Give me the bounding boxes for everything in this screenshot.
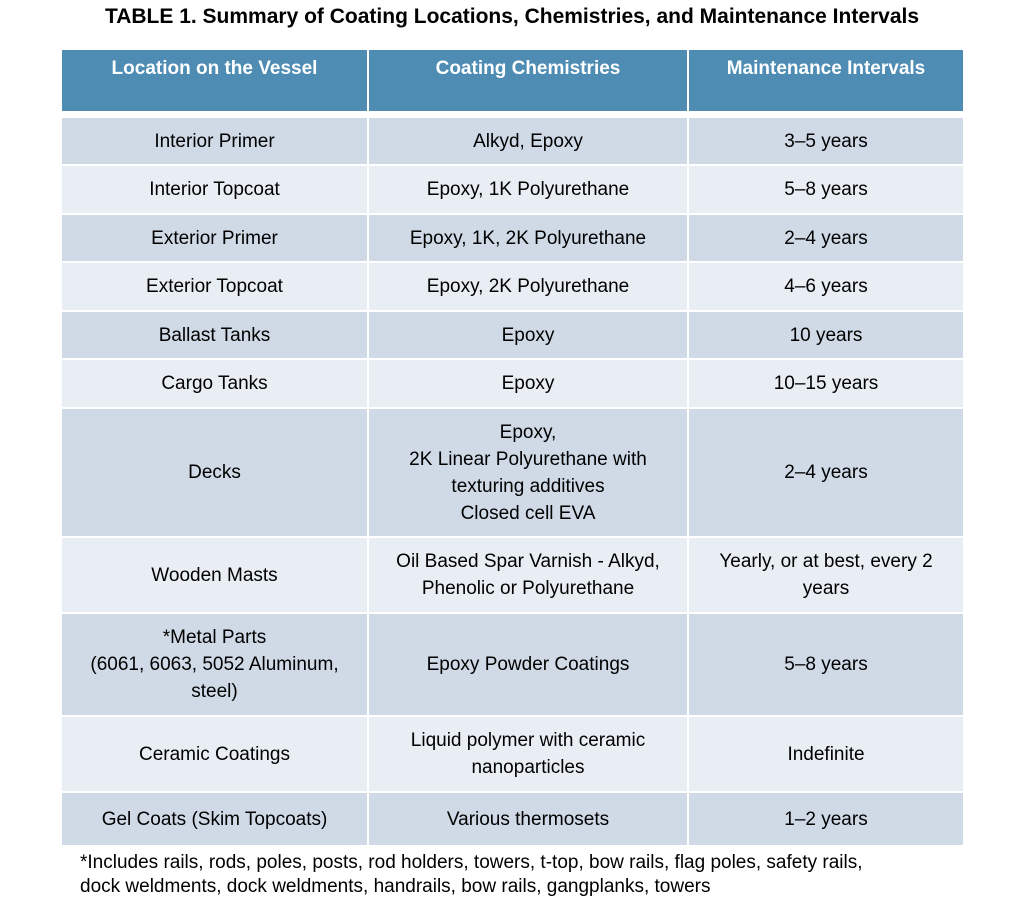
footnote-line: *Includes rails, rods, poles, posts, rod holders, towers, t-top, bow rails, flag poles, safety rails, bbox=[80, 852, 863, 873]
cell-interval: 3–5 years bbox=[688, 117, 964, 165]
cell-interval: 5–8 years bbox=[688, 165, 964, 214]
footnote-line: dock weldments, dock weldments, handrails, bow rails, gangplanks, towers bbox=[80, 876, 711, 897]
cell-interval: 5–8 years bbox=[688, 613, 964, 716]
table-header-row bbox=[61, 49, 964, 112]
table-row bbox=[61, 408, 964, 537]
cell-interval: 10 years bbox=[688, 311, 964, 359]
cell-chemistry: Various thermosets bbox=[368, 792, 688, 846]
table-row bbox=[61, 537, 964, 613]
table-title: TABLE 1. Summary of Coating Locations, Chemistries, and Maintenance Intervals bbox=[104, 5, 920, 28]
cell-location: Interior Topcoat bbox=[61, 165, 368, 214]
cell-location: Cargo Tanks bbox=[61, 359, 368, 408]
footnote bbox=[80, 851, 1010, 899]
cell-interval: 4–6 years bbox=[688, 262, 964, 311]
cell-chemistry: Epoxy Powder Coatings bbox=[368, 613, 688, 716]
table-row bbox=[61, 262, 964, 311]
cell-chemistry: Alkyd, Epoxy bbox=[368, 117, 688, 165]
cell-location: Decks bbox=[61, 408, 368, 537]
cell-interval: 2–4 years bbox=[688, 408, 964, 537]
cell-chemistry: Epoxy bbox=[368, 359, 688, 408]
table-row bbox=[61, 311, 964, 359]
table-row bbox=[61, 359, 964, 408]
table-row bbox=[61, 214, 964, 262]
cell-interval: 10–15 years bbox=[688, 359, 964, 408]
cell-chemistry: Epoxy, 2K Polyurethane bbox=[368, 262, 688, 311]
table-body bbox=[61, 112, 964, 846]
cell-location: *Metal Parts (6061, 6063, 5052 Aluminum, steel) bbox=[61, 613, 368, 716]
coatings-table bbox=[60, 48, 965, 847]
cell-chemistry: Epoxy bbox=[368, 311, 688, 359]
table-row bbox=[61, 716, 964, 792]
cell-chemistry: Epoxy, 1K, 2K Polyurethane bbox=[368, 214, 688, 262]
cell-location: Ballast Tanks bbox=[61, 311, 368, 359]
cell-location: Ceramic Coatings bbox=[61, 716, 368, 792]
table-row bbox=[61, 792, 964, 846]
cell-interval: 2–4 years bbox=[688, 214, 964, 262]
header-location: Location on the Vessel bbox=[61, 49, 368, 112]
cell-chemistry: Oil Based Spar Varnish - Alkyd, Phenolic or Polyurethane bbox=[368, 537, 688, 613]
table-row bbox=[61, 613, 964, 716]
cell-location: Wooden Masts bbox=[61, 537, 368, 613]
cell-interval: Indefinite bbox=[688, 716, 964, 792]
cell-location: Exterior Topcoat bbox=[61, 262, 368, 311]
header-chemistry: Coating Chemistries bbox=[368, 49, 688, 112]
table-row bbox=[61, 117, 964, 165]
cell-location: Gel Coats (Skim Topcoats) bbox=[61, 792, 368, 846]
cell-chemistry: Liquid polymer with ceramic nanoparticles bbox=[368, 716, 688, 792]
table-row bbox=[61, 165, 964, 214]
cell-location: Interior Primer bbox=[61, 117, 368, 165]
header-interval: Maintenance Intervals bbox=[688, 49, 964, 112]
cell-chemistry: Epoxy, 2K Linear Polyurethane with texturing additives Closed cell EVA bbox=[368, 408, 688, 537]
cell-location: Exterior Primer bbox=[61, 214, 368, 262]
cell-chemistry: Epoxy, 1K Polyurethane bbox=[368, 165, 688, 214]
cell-interval: 1–2 years bbox=[688, 792, 964, 846]
cell-interval: Yearly, or at best, every 2 years bbox=[688, 537, 964, 613]
